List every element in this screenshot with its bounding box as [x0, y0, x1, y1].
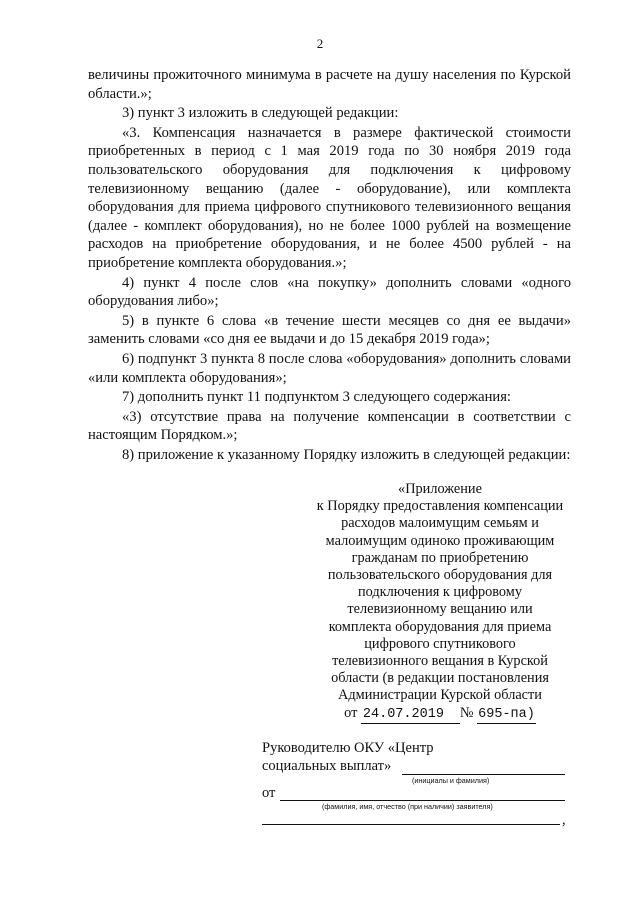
appendix-line: подключения к цифровому	[358, 584, 522, 601]
paragraph: 6) подпункт 3 пункта 8 после слова «оборудования» дополнить словами «или комплекта оборудования»;	[88, 350, 571, 386]
paragraph: 3) пункт 3 изложить в следующей редакции:	[122, 105, 399, 122]
paragraph: 8) приложение к указанному Порядку изложить в следующей редакции:	[122, 446, 571, 463]
date-blank	[361, 705, 460, 724]
name-blank-line	[402, 774, 565, 775]
appendix-line: малоимущим одиноко проживающим	[325, 532, 555, 549]
appendix-line: цифрового спутникового	[364, 635, 516, 652]
hint-applicant: (фамилия, имя, отчество (при наличии) заявителя)	[322, 802, 493, 811]
addressee-line: Руководителю ОКУ «Центр	[262, 740, 434, 756]
number-blank	[477, 705, 536, 724]
appendix-header	[292, 481, 588, 724]
paragraph: 7) дополнить пункт 11 подпунктом 3 следующего содержания:	[122, 389, 511, 406]
paragraph: 5) в пункте 6 слова «в течение шести месяцев со дня ее выдачи» заменить словами «со дня ее выдачи и до 15 декабря 2019 года»;	[88, 312, 571, 348]
appendix-line: телевизионному вещанию или	[347, 601, 533, 618]
extra-blank-line	[262, 824, 560, 825]
appendix-line: Администрации Курской области	[338, 687, 542, 704]
appendix-line: комплекта оборудования для приема	[328, 618, 552, 635]
paragraph: «3) отсутствие права на получение компенсации в соответствии с настоящим Порядком.»;	[88, 408, 571, 444]
appendix-date-line	[292, 705, 588, 724]
appendix-line: гражданам по приобретению	[351, 549, 529, 566]
hint-initials: (инициалы и фамилия)	[412, 776, 490, 785]
paragraph: «3. Компенсация назначается в размере фактической стоимости приобретенных в период с 1 мая 2019 года по 30 ноября 2019 года пользовательского оборудования для подключения к цифровому телевизионному вещанию (далее - оборудование), или комплекта оборудования для приема цифрового спутникового телевизионного вещания (далее - комплект оборудования), но не более 1000 рублей на возмещение расходов на приобретение оборудования, и не более 4500 рублей - на приобретение комплекта оборудования.»;	[88, 124, 571, 271]
main-text	[88, 66, 571, 465]
trailing-comma: ,	[562, 812, 566, 828]
number-value: 695-па)	[478, 706, 535, 722]
appendix-line: телевизионного вещания в Курской	[332, 653, 548, 670]
addressee-line: социальных выплат»	[262, 758, 392, 774]
paragraph: величины прожиточного минимума в расчете на душу населения по Курской области.»;	[88, 67, 571, 102]
paragraph: 4) пункт 4 после слов «на покупку» дополнить словами «одного оборудования либо»;	[88, 274, 571, 310]
date-value: 24.07.2019	[362, 706, 444, 722]
appendix-line: к Порядку предоставления компенсации	[316, 498, 564, 515]
appendix-line: пользовательского оборудования для	[327, 567, 553, 584]
appendix-line: области (в редакции постановления	[331, 670, 549, 687]
page-number: 2	[316, 36, 324, 51]
date-prefix: от	[344, 704, 358, 721]
from-label: от	[262, 785, 276, 801]
applicant-blank-line	[280, 800, 565, 801]
number-sign: №	[459, 704, 474, 721]
appendix-line: «Приложение	[398, 481, 482, 497]
appendix-line: расходов малоимущим семьям и	[341, 515, 539, 532]
